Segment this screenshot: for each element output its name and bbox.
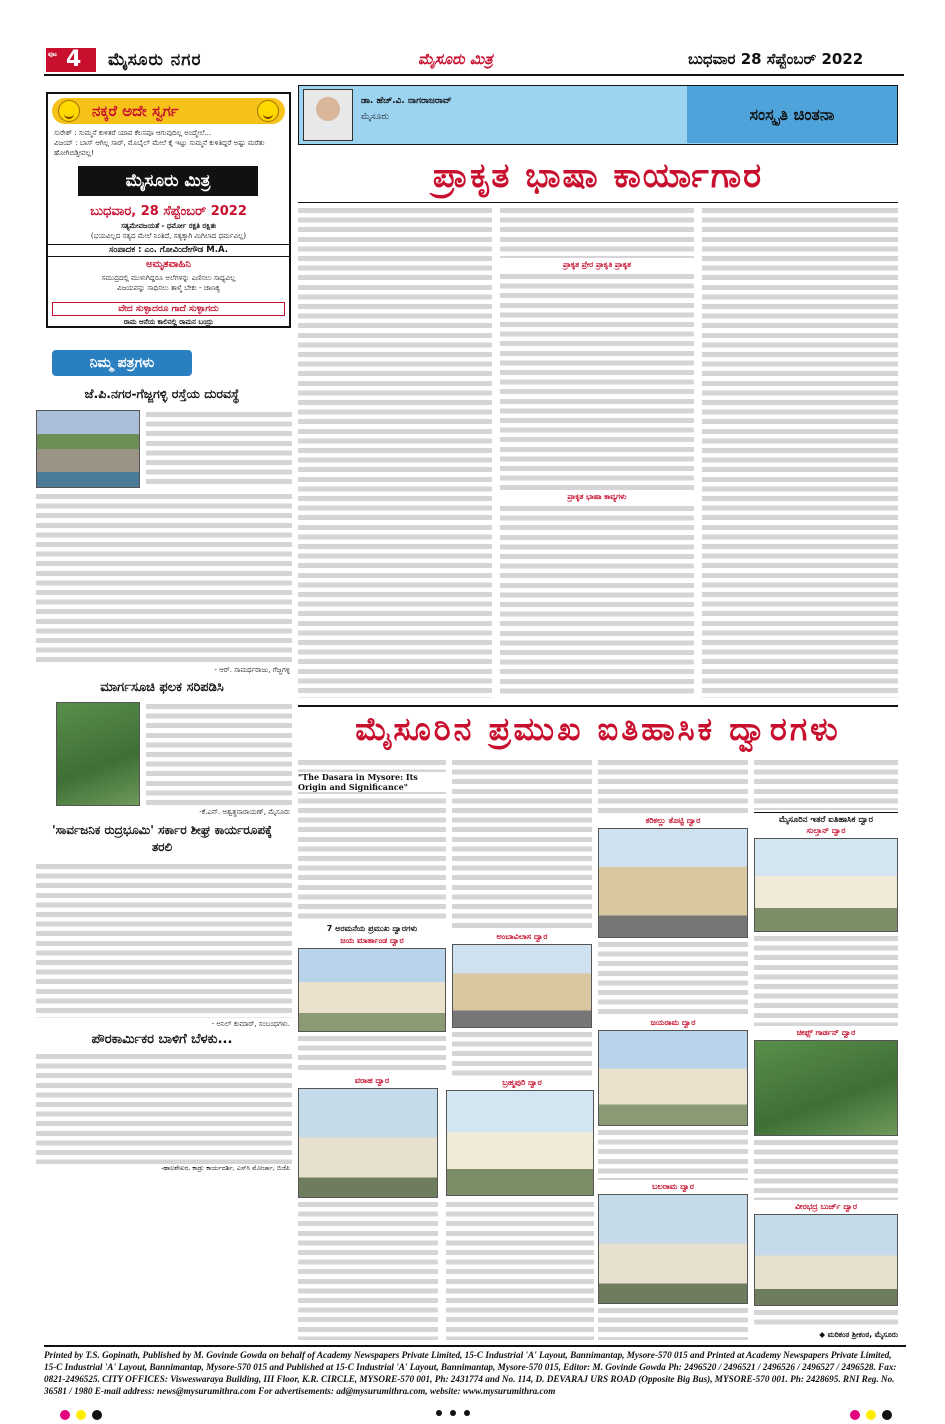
book-title: "The Dasara in Mysore: Its Origin and Significance" — [298, 772, 446, 792]
masthead: ಮೈಸೂರು ಮಿತ್ರ — [418, 50, 493, 68]
letter-4-title: ಪೌರಕಾರ್ಮಿಕರ ಬಾಳಿಗೆ ಬೆಳಕು... — [91, 1032, 233, 1047]
registration-dot — [92, 1410, 102, 1420]
gate-photo-7 — [598, 1194, 748, 1304]
mysuru-mitra-logo: ಮೈಸೂರು ಮಿತ್ರ — [78, 166, 258, 196]
registration-dot — [882, 1410, 892, 1420]
article-1-col-1 — [298, 206, 492, 698]
other-gate-photo-1 — [754, 838, 898, 932]
author-box — [298, 85, 898, 145]
registration-dot — [450, 1410, 456, 1416]
article-2-byline: ◆ ಮರಿಕಂಠ ಶ್ರೀಕಂಠ, ಮೈಸೂರು — [819, 1330, 898, 1339]
letter-1-sign: - ಆರ್. ಸಾಮರ್ಥರಾಜು, ಗೆಜ್ಜಗಳ್ಳಿ — [214, 666, 290, 674]
gate-caption-3: ಕರಿಕಲ್ಲು ತೊಟ್ಟಿ ದ್ವಾರ — [645, 816, 701, 825]
article-1-headline: ಪ್ರಾಕೃತ ಭಾಷಾ ಕಾರ್ಯಾಗಾರ — [432, 156, 764, 196]
author-name: ಡಾ. ಹೆಚ್.ವಿ. ನಾಗರಾಜರಾವ್ — [361, 96, 452, 106]
amrutha-line-1: ಸಮುದ್ರದಲ್ಲಿ ಮುಳುಗಿದ್ದರೂ ಅಲೆಗಳನ್ನು ಎಣಿಸಲು ಸಾಧ್ಯವಿಲ್ಲ — [101, 274, 236, 282]
amrutha-title: ಅಮೃತವಾಹಿನಿ — [146, 259, 191, 270]
gate-text-1 — [298, 1034, 446, 1074]
article-2-col-2a — [452, 758, 592, 930]
letter-1-title: ಜೆ.ಪಿ.ನಗರ-ಗೆಜ್ಜಗಳ್ಳಿ ರಸ್ತೆಯ ದುರವಸ್ಥೆ — [84, 386, 240, 401]
gate-text-3 — [598, 940, 748, 1016]
gate-caption-1: ಜಯ ಮಾರ್ತಾಂಡ ದ್ವಾರ — [340, 936, 404, 945]
gate-photo-5 — [298, 1088, 438, 1198]
joke-line-2: ವಿಜಯ್ : ಬಾಸ್ ಆಗಿಲ್ಲ ಸಾರ್, ಮೊಬೈಲ್ ಮೇಲೆ ಕೈ ಇಟ್ಟು ಸುಮ್ಮನೆ ಕುಳಿತಿದ್ದರೆ ಅಷ್ಟು ಮರೆತು ಹೋಗಿಬಿಡ್ತೀವಲ್ಲ! — [54, 139, 265, 157]
letter-1-text-b — [36, 492, 292, 662]
letter-4-sign: -ಹಾಲಶೇಖರ, ಕಾಡ್ರು ಕಾರ್ಯದರ್ಶಿ, ಎಸ್‌ಸಿ ಮೋರ್ಚಾ, ಬಿಜೆಪಿ — [160, 1164, 290, 1172]
tagline-1: ಸತ್ಯಮೇವಜಯತೆ - ಧರ್ಮೋ ರಕ್ಷತಿ ರಕ್ಷಿತಃ — [121, 222, 216, 230]
page-word: ಪುಟ — [48, 51, 57, 58]
tagline-2: (ಭಯವಿಲ್ಲದ ಸತ್ಯದ ಮೇಲೆ ನಿಂತಿದೆ, ಸತ್ಯಕ್ಕಾಗಿ ಮಿಗಿಲಾದ ಧರ್ಮವಿಲ್ಲ) — [90, 232, 247, 240]
letter-4-text — [36, 1052, 292, 1164]
gate-caption-2: ಅಂಬಾವಿಲಾಸ ದ್ವಾರ — [496, 932, 548, 941]
letters-banner: ನಿಮ್ಮ ಪತ್ರಗಳು — [52, 350, 192, 376]
gate-caption-7: ಬಲರಾಮ ದ್ವಾರ — [652, 1182, 694, 1191]
other-gates-head: ಮೈಸೂರಿನ ಇತರೆ ಐತಿಹಾಸಿಕ ದ್ವಾರ — [754, 812, 898, 825]
author-photo — [303, 89, 353, 141]
other-gate-photo-3 — [754, 1214, 898, 1306]
author-city: ಮೈಸೂರು — [361, 112, 389, 122]
page-number-badge — [46, 48, 96, 72]
gates-list-head: 7 ಅರಮನೆಯ ಪ್ರಮುಖ ದ್ವಾರಗಳು — [326, 924, 418, 933]
registration-dot — [76, 1410, 86, 1420]
veda-sub: ರಾಮ ಆನೆಯ ಕಾಲಿನಲ್ಲಿ ರಾಮನ ಬಂದ್ರು — [123, 318, 214, 326]
gate-caption-4: ಜಯರಾಮ ದ್ವಾರ — [650, 1018, 696, 1027]
column-name: ಸಂಸ್ಕೃತಿ ಚಿಂತನಾ — [687, 86, 897, 143]
gate-text-5 — [298, 1200, 438, 1340]
gate-text-4 — [598, 1128, 748, 1180]
cartoon-face-icon — [257, 100, 279, 122]
letter-3-title: 'ಸಾರ್ವಜನಿಕ ರುದ್ರಭೂಮಿ' ಸರ್ಕಾರ ಶೀಘ್ರ ಕಾರ್ಯರೂಪಕ್ಕೆ ತರಲಿ — [51, 823, 273, 854]
editor-line: ಸಂಪಾದಕ : ಎಂ. ಗೋವಿಂದೇಗೌಡ M.A. — [48, 244, 289, 257]
article-1-subhead-2: ಪ್ರಾಕೃತ ಭಾಷಾ ಕಾವ್ಯಗಳು — [567, 492, 627, 501]
article-1-col-3 — [702, 206, 898, 698]
gate-caption-6: ಬ್ರಹ್ಮಪುರಿ ದ್ವಾರ — [502, 1078, 542, 1087]
registration-dot — [436, 1410, 442, 1416]
article-2-col-3a — [598, 758, 748, 814]
imprint-footer — [44, 1345, 906, 1407]
amrutha-line-2: ವಿಜಯವನ್ನು ಸಾಧಿಸಲು ತಾಳ್ಮೆ ಬೇಕು - ಚಾಣಕ್ಯ — [116, 284, 221, 292]
letter-3-sign: - ಅನಿಲ್ ಕುಮಾರ್, ಸಂಬಂಧಗಳು. — [211, 1020, 290, 1028]
other-gate-caption-2: ಚೀಫ್ಸ್ ಗಾರ್ಡನ್ ದ್ವಾರ — [796, 1028, 856, 1037]
signboard-photo — [56, 702, 140, 806]
article-1-col-2c — [500, 504, 694, 698]
section-name: ಮೈಸೂರು ನಗರ — [108, 50, 202, 70]
nakkare-header — [52, 98, 285, 124]
other-gate-caption-3: ವೀರಭದ್ರ ಬುರ್ಜ್ ದ್ವಾರ — [795, 1202, 857, 1211]
letter-2-sign: -ಕೆ.ಎನ್. ಅಶ್ವತ್ಥನಾರಾಯಣ್, ಮೈಸೂರು — [199, 808, 290, 816]
other-gate-caption-1: ಸುಲ್ತಾನ್ ದ್ವಾರ — [806, 826, 846, 835]
nakkare-title: ನಕ್ಕರೆ ಅದೇ ಸ್ವರ್ಗ — [92, 102, 179, 120]
letter-2-title: ಮಾರ್ಗಸೂಚಿ ಫಲಕ ಸರಿಪಡಿಸಿ — [100, 680, 224, 695]
article-1-col-2a — [500, 206, 694, 258]
joke-text — [54, 128, 283, 158]
registration-dot — [60, 1410, 70, 1420]
registration-dot — [464, 1410, 470, 1416]
page-number: 4 — [66, 47, 82, 72]
logo-date: ಬುಧವಾರ, 28 ಸೆಪ್ಟೆಂಬರ್ 2022 — [90, 204, 247, 219]
article-2-headline: ಮೈಸೂರಿನ ಪ್ರಮುಖ ಐತಿಹಾಸಿಕ ದ್ವಾರಗಳು — [298, 705, 898, 749]
gate-text-7 — [598, 1306, 748, 1340]
article-1-subhead-1: ಪ್ರಾಕೃತ ಪ್ರೇರ ಪ್ರಾಕೃತಿ ಪ್ರಾಕೃತ — [563, 260, 631, 269]
gate-photo-2 — [452, 944, 592, 1028]
joke-line-1: ಸುರೇಶ್ : ಸುಮ್ಮನೆ ಕುಳಿತರೆ ಯಾವ ಕೆಲಸವೂ ಆಗುವುದಿಲ್ಲ ಅಂದ್ಮೇಲೆ... — [54, 129, 212, 137]
divider — [298, 202, 898, 203]
letter-1-text-a — [146, 410, 292, 488]
gate-text-2 — [452, 1030, 592, 1076]
letters-column — [32, 352, 292, 1424]
issue-date: ಬುಧವಾರ 28 ಸೆಪ್ಟೆಂಬರ್ 2022 — [688, 50, 864, 68]
road-photo — [36, 410, 140, 488]
other-gate-photo-2 — [754, 1040, 898, 1136]
letter-2-text — [146, 702, 292, 806]
gate-photo-3 — [598, 828, 748, 938]
gate-text-6 — [446, 1200, 594, 1340]
registration-dot — [866, 1410, 876, 1420]
article-1-col-2b — [500, 272, 694, 492]
veda-proverb: ವೇದ ಸುಳ್ಳಾದರೂ ಗಾದೆ ಸುಳ್ಳಾಗದು — [52, 302, 285, 316]
letter-3-text — [36, 862, 292, 1018]
registration-dot — [850, 1410, 860, 1420]
imprint-text: Printed by T.S. Gopinath, Published by M. Govinde Gowda on behalf of Academy Newspapers Private Limited, 15-C Industrial 'A' Layout, Bannimantap, Mysore-570 015 and Printed at Academy Newspapers Private Limited, 15-C Industrial 'A' Layout, Bannimantap, Mysore-570 015 and Published at 15-C Industrial 'A' Layout, Bannimantap, Mysore-570 015, Editor: M. Govinde Gowda Ph: 2496520 / 2496521 / 2496526 / 2496527 / 2496528. Fax: 0821-2496525. CITY OFFICES: Visweswaraya Building, III Floor, K.R. CIRCLE, MYSORE-570 001, Ph: 2431774 and No. 114, D. DEVARAJ URS ROAD (Opposite Big Bus), MYSORE-570 001. Ph: 2428695. RNI Reg. No. 36581 / 1980 E-mail address: news@mysurumithra.com For advertisements: ad@mysurumithra.com, website: www.mysurumithra.com — [44, 1350, 897, 1396]
other-gate-text-1 — [754, 934, 898, 1026]
other-gate-text-3 — [754, 1308, 898, 1328]
nakkare-box — [46, 92, 291, 328]
article-2-col-4a — [754, 758, 898, 810]
gate-photo-4 — [598, 1030, 748, 1126]
gate-photo-6 — [446, 1090, 594, 1196]
other-gate-text-2 — [754, 1138, 898, 1200]
laughing-face-icon — [58, 100, 80, 122]
gate-caption-5: ವರಾಹ ದ್ವಾರ — [354, 1076, 390, 1085]
gate-photo-1 — [298, 948, 446, 1032]
